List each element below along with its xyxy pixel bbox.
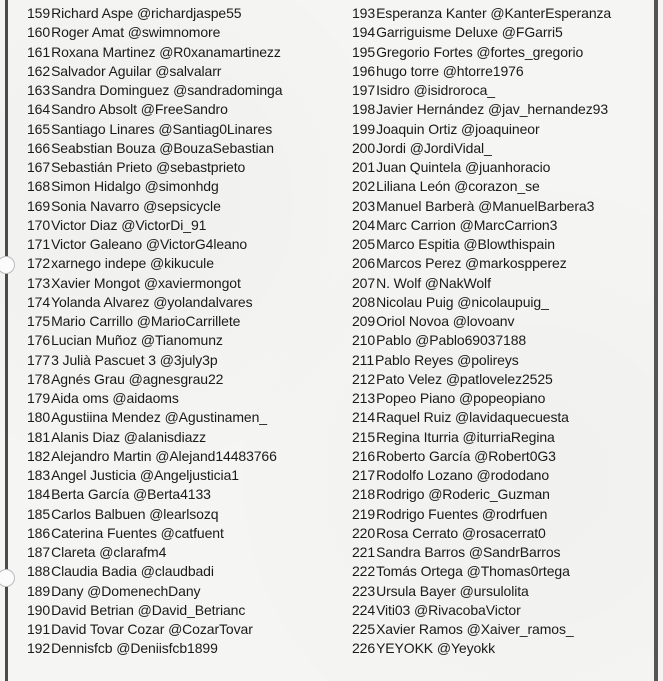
entry-handle: @lovoanv (452, 313, 515, 329)
entry-name: Pablo Reyes (375, 351, 454, 368)
list-item (352, 543, 611, 562)
entry-number: 226 (352, 640, 376, 657)
entry-number: 165 (27, 120, 51, 137)
entry-number: 163 (27, 82, 51, 98)
entry-name: Berta García (51, 486, 130, 503)
list-item (27, 601, 282, 620)
entry-number: 213 (352, 390, 376, 406)
list-item (27, 408, 282, 427)
list-item (352, 312, 611, 331)
entry-handle: @sandradominga (173, 82, 283, 98)
list-item (352, 524, 611, 543)
entry-name: Agustiina Mendez (51, 409, 161, 426)
entry-number: 170 (27, 216, 51, 233)
list-column-left (27, 4, 282, 659)
entry-number: 206 (352, 255, 376, 272)
entry-name: Victor Galeano (51, 236, 143, 252)
list-item (27, 543, 282, 562)
entry-name: Aida oms (51, 390, 109, 406)
list-item (27, 62, 282, 81)
entry-number: 188 (27, 563, 51, 580)
list-item (27, 524, 282, 543)
entry-number: 185 (27, 505, 51, 522)
entry-number: 162 (27, 62, 51, 79)
entry-number: 201 (352, 159, 376, 175)
entry-name: Popeo Piano (376, 390, 456, 406)
entry-number: 221 (352, 544, 376, 560)
entry-handle: @VictorG4leano (145, 236, 248, 252)
list-item (27, 158, 282, 177)
entry-handle: @FGarri5 (501, 24, 563, 41)
list-item (352, 639, 611, 658)
entry-handle: @simonhdg (144, 178, 219, 195)
entry-name: Pablo (376, 332, 412, 349)
entry-number: 203 (352, 197, 376, 214)
entry-name: Rosa Cerrato (376, 524, 459, 541)
entry-name: Alejandro Martin (51, 447, 152, 464)
list-item (352, 620, 611, 639)
list-item (352, 4, 611, 23)
entry-name: David Betrian (51, 601, 134, 618)
list-item (27, 81, 282, 100)
entry-handle: @polireys (457, 351, 519, 368)
list-item (27, 639, 282, 658)
entry-number: 190 (27, 601, 51, 618)
entry-number: 168 (27, 178, 51, 195)
entry-handle: @sepsicycle (143, 197, 221, 214)
entry-name: David Tovar Cozar (51, 621, 165, 637)
entry-number: 198 (352, 101, 376, 118)
entry-handle: @claudbadi (140, 563, 214, 580)
entry-number: 205 (352, 236, 376, 252)
entry-handle: @alanisdiazz (123, 428, 207, 445)
entry-name: Agnés Grau (51, 370, 125, 387)
entry-number: 211 (352, 351, 375, 368)
entry-number: 176 (27, 332, 51, 349)
entry-handle: @RivacobaVictor (414, 601, 521, 618)
list-item (27, 620, 282, 639)
list-item (352, 293, 611, 312)
entry-handle: @richardjaspe55 (136, 5, 242, 21)
list-item (352, 197, 611, 216)
entry-number: 161 (27, 43, 51, 60)
entry-handle: @Deniisfcb1899 (116, 640, 218, 657)
entry-handle: @Berta4133 (133, 486, 211, 503)
entry-handle: @BouzaSebastian (159, 139, 274, 156)
entry-name: Liliana León (376, 178, 451, 195)
entry-number: 178 (27, 370, 51, 387)
entry-name: Garriguisme Deluxe (376, 24, 498, 41)
entry-name: Salvador Aguilar (51, 62, 152, 79)
list-item (352, 62, 611, 81)
list-item (27, 197, 282, 216)
entry-handle: @juanhoracio (464, 159, 551, 175)
entry-handle: @Agustinamen_ (164, 409, 267, 426)
entry-handle: @swimnomore (127, 24, 221, 41)
entry-number: 222 (352, 563, 376, 580)
entry-name: Roberto García (376, 447, 471, 464)
list-item (352, 120, 611, 139)
entry-handle: @Angeljusticia1 (139, 467, 239, 483)
entry-name: Angel Justicia (51, 467, 137, 483)
punch-hole (0, 256, 15, 274)
entry-name: Pato Velez (376, 370, 443, 387)
entry-name: Santiago Linares (51, 120, 155, 137)
entry-number: 189 (27, 582, 51, 599)
entry-name: Carlos Balbuen (51, 505, 146, 522)
entry-handle: @Tianomunz (140, 332, 223, 349)
list-item (27, 216, 282, 235)
list-item (352, 100, 611, 119)
list-item (352, 139, 611, 158)
entry-number: 219 (352, 505, 376, 522)
entry-handle: @htorre1976 (442, 62, 524, 79)
list-item (352, 81, 611, 100)
entry-number: 220 (352, 524, 376, 541)
entry-name: Ursula Bayer (376, 582, 456, 599)
entry-handle: @R0xanamartinezz (159, 43, 281, 60)
entry-handle: @Xaiver_ramos_ (466, 621, 574, 637)
list-item (27, 505, 282, 524)
entry-number: 197 (352, 82, 376, 98)
entry-handle: @rosacerrat0 (461, 524, 546, 541)
entry-handle: @Yeyokk (436, 640, 495, 657)
right-border-line (654, 0, 658, 681)
entry-name: Juan Quintela (376, 159, 462, 175)
entry-name: 3 Julià Pascuet 3 (51, 351, 156, 368)
list-item (27, 139, 282, 158)
entry-number: 200 (352, 139, 376, 156)
entry-number: 212 (352, 370, 376, 387)
entry-number: 166 (27, 139, 51, 156)
entry-handle: @FreeSandro (140, 101, 228, 118)
entry-name: Seabstian Bouza (51, 139, 156, 156)
entry-handle: @fortes_gregorio (476, 43, 584, 60)
entry-handle: @jav_hernandez93 (487, 101, 609, 118)
entry-handle: @nicolaupuig_ (457, 293, 549, 310)
entry-handle: @popeopiano (458, 390, 546, 406)
entry-number: 223 (352, 582, 376, 599)
entry-name: Victor Diaz (51, 216, 118, 233)
entry-number: 209 (352, 313, 376, 329)
entry-number: 182 (27, 447, 51, 464)
entry-name: Regina Iturria (376, 428, 459, 445)
entry-number: 186 (27, 524, 51, 541)
entry-name: Roger Amat (51, 24, 124, 41)
entry-name: Manuel Barberà (376, 197, 475, 214)
entry-name: Sandra Barros (376, 544, 466, 560)
list-item (27, 100, 282, 119)
entry-number: 204 (352, 216, 376, 233)
entry-handle: @ManuelBarbera3 (478, 197, 595, 214)
entry-name: Yolanda Alvarez (51, 293, 150, 310)
list-item (27, 370, 282, 389)
list-item (27, 485, 282, 504)
entry-number: 159 (27, 5, 51, 21)
entry-handle: @iturriaRegina (462, 428, 555, 445)
list-item (352, 505, 611, 524)
entry-handle: @agnesgrau22 (128, 370, 224, 387)
entry-handle: @CozarTovar (168, 621, 253, 637)
entry-handle: @Robert0G3 (474, 447, 556, 464)
entry-number: 177 (27, 351, 51, 368)
list-item (352, 428, 611, 447)
list-item (27, 254, 282, 273)
entry-handle: @KanterEsperanza (490, 5, 612, 21)
list-item (27, 293, 282, 312)
list-item (27, 331, 282, 350)
entry-number: 196 (352, 62, 376, 79)
entry-number: 191 (27, 621, 51, 637)
entry-number: 218 (352, 486, 376, 503)
entry-name: Dennisfcb (51, 640, 113, 657)
list-item (352, 274, 611, 293)
entry-handle: @ursulolita (459, 582, 529, 599)
entry-handle: @isidroroca_ (413, 82, 495, 98)
entry-name: Mario Carrillo (51, 313, 133, 329)
list-item (27, 235, 282, 254)
entry-handle: @rodrfuen (481, 505, 548, 522)
list-item (27, 4, 282, 23)
entry-name: Nicolau Puig (376, 293, 454, 310)
entry-name: Dany (51, 582, 84, 599)
entry-number: 180 (27, 409, 51, 426)
entry-number: 224 (352, 601, 376, 618)
entry-name: Esperanza Kanter (376, 5, 487, 21)
entry-name: Alanis Diaz (51, 428, 120, 445)
entry-number: 184 (27, 486, 51, 503)
entry-handle: @JordiVidal_ (409, 139, 492, 156)
entry-handle: @markospperez (465, 255, 567, 272)
entry-number: 216 (352, 447, 376, 464)
entry-number: 207 (352, 274, 376, 291)
entry-handle: @learlsozq (149, 505, 219, 522)
list-item (352, 408, 611, 427)
entry-name: Xavier Ramos (376, 621, 463, 637)
entry-handle: @sebastprieto (156, 159, 246, 175)
entry-number: 225 (352, 621, 376, 637)
entry-name: Gregorio Fortes (376, 43, 473, 60)
list-item (27, 562, 282, 581)
entry-number: 217 (352, 467, 376, 483)
entry-number: 169 (27, 197, 51, 214)
entry-handle: @clarafm4 (99, 544, 167, 560)
list-item (27, 43, 282, 62)
list-item (352, 216, 611, 235)
list-item (352, 601, 611, 620)
entry-name: Caterina Fuentes (51, 524, 157, 541)
entry-name: Sebastián Prieto (51, 159, 153, 175)
entry-handle: @corazon_se (454, 178, 540, 195)
list-item (352, 370, 611, 389)
entry-handle: @MarioCarrillete (136, 313, 241, 329)
entry-name: Sandra Dominguez (51, 82, 170, 98)
entry-number: 187 (27, 544, 51, 560)
list-item (352, 254, 611, 273)
list-item (352, 235, 611, 254)
entry-handle: @SandrBarros (468, 544, 561, 560)
entry-name: Javier Hernández (376, 101, 485, 118)
entry-name: Rodrigo Fuentes (376, 505, 479, 522)
entry-name: Jordi (376, 139, 406, 156)
entry-number: 194 (352, 24, 376, 41)
entry-number: 193 (352, 5, 376, 21)
list-item (352, 43, 611, 62)
entry-name: N. Wolf (376, 274, 421, 291)
list-item (27, 428, 282, 447)
entry-handle: @Santiag0Linares (158, 120, 273, 137)
list-column-right (352, 4, 611, 659)
entry-handle: @Thomas0rtega (466, 563, 570, 580)
entry-handle: @Blowthispain (463, 236, 555, 252)
entry-number: 172 (27, 255, 51, 272)
entry-handle: @rododano (476, 467, 550, 483)
entry-number: 202 (352, 178, 376, 195)
list-item (27, 351, 282, 370)
entry-name: Richard Aspe (51, 5, 134, 21)
entry-name: Marc Carrion (376, 216, 456, 233)
entry-number: 171 (27, 236, 51, 252)
entry-number: 183 (27, 467, 51, 483)
entry-handle: @DomenechDany (87, 582, 201, 599)
list-item (352, 466, 611, 485)
entry-handle: @Alejand14483766 (155, 447, 277, 464)
entry-handle: @salvalarr (155, 62, 222, 79)
entry-number: 195 (352, 43, 376, 60)
entry-name: YEYOKK (376, 640, 434, 657)
entry-handle: @lavidaquecuesta (455, 409, 569, 426)
list-item (352, 177, 611, 196)
entry-name: Simon Hidalgo (51, 178, 141, 195)
entry-name: Xavier Mongot (51, 274, 141, 291)
entry-number: 173 (27, 274, 51, 291)
entry-name: Tomás Ortega (376, 563, 463, 580)
entry-handle: @xaviermongot (143, 274, 241, 291)
entry-name: Raquel Ruiz (376, 409, 452, 426)
list-item (27, 120, 282, 139)
list-item (27, 447, 282, 466)
list-item (352, 351, 611, 370)
entry-name: Joaquin Ortiz (376, 120, 458, 137)
entry-number: 175 (27, 313, 51, 329)
entry-handle: @3july3p (159, 351, 218, 368)
entry-number: 210 (352, 332, 376, 349)
list-item (352, 447, 611, 466)
entry-number: 208 (352, 293, 376, 310)
entry-number: 160 (27, 24, 51, 41)
entry-handle: @NakWolf (424, 274, 491, 291)
entry-name: Clareta (51, 544, 96, 560)
list-item (352, 331, 611, 350)
entry-handle: @yolandalvares (153, 293, 253, 310)
entry-number: 214 (352, 409, 376, 426)
list-item (27, 582, 282, 601)
entry-handle: @patlovelez2525 (445, 370, 553, 387)
entry-handle: @MarcCarrion3 (459, 216, 558, 233)
list-item (352, 582, 611, 601)
entry-number: 192 (27, 640, 51, 657)
entry-name: Sonia Navarro (51, 197, 140, 214)
entry-name: Marcos Perez (376, 255, 462, 272)
entry-handle: @aidaoms (112, 390, 179, 406)
list-item (352, 23, 611, 42)
entry-number: 181 (27, 428, 51, 445)
entry-number: 179 (27, 390, 51, 406)
entry-name: Oriol Novoa (376, 313, 449, 329)
entry-handle: @Roderic_Guzman (428, 486, 550, 503)
entry-number: 199 (352, 120, 376, 137)
entry-handle: @catfuent (160, 524, 224, 541)
entry-handle: @kikucule (149, 255, 214, 272)
entry-name: Sandro Absolt (51, 101, 137, 118)
list-item (27, 177, 282, 196)
list-item (352, 562, 611, 581)
list-item (352, 158, 611, 177)
entry-name: Rodolfo Lozano (376, 467, 473, 483)
entry-number: 215 (352, 428, 376, 445)
entry-name: Viti03 (376, 601, 411, 618)
entry-handle: @VictorDi_91 (121, 216, 207, 233)
entry-name: Marco Espitia (376, 236, 460, 252)
entry-number: 167 (27, 159, 51, 175)
entry-name: Rodrigo (376, 486, 425, 503)
punch-hole (0, 569, 15, 587)
entry-name: Claudia Badia (51, 563, 137, 580)
entry-name: xarnego indepe (51, 255, 147, 272)
entry-number: 174 (27, 293, 51, 310)
list-item (352, 485, 611, 504)
list-item (27, 23, 282, 42)
entry-name: hugo torre (376, 62, 439, 79)
entry-name: Lucian Muñoz (51, 332, 138, 349)
list-item (27, 312, 282, 331)
entry-name: Isidro (376, 82, 410, 98)
entry-name: Roxana Martinez (51, 43, 156, 60)
entry-handle: @David_Betrianc (137, 601, 246, 618)
list-item (27, 466, 282, 485)
list-item (27, 389, 282, 408)
list-item (27, 274, 282, 293)
entry-handle: @Pablo69037188 (415, 332, 527, 349)
list-item (352, 389, 611, 408)
entry-number: 164 (27, 101, 51, 118)
entry-handle: @joaquineor (461, 120, 540, 137)
